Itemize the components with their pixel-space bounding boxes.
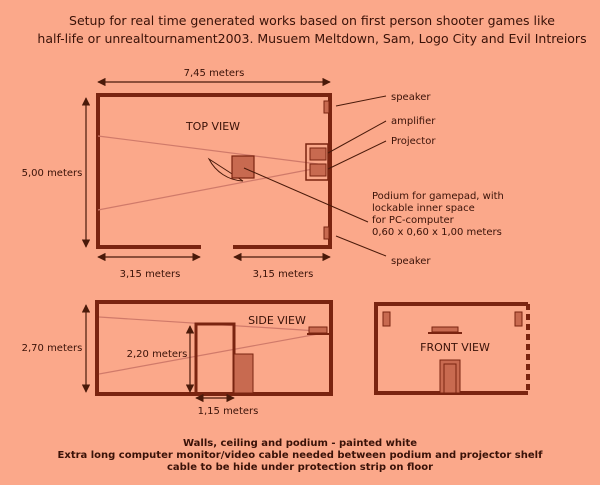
front-view-title: FRONT VIEW	[420, 341, 490, 354]
side-projector	[309, 327, 327, 333]
top-view-title: TOP VIEW	[185, 120, 241, 133]
side-view-title: SIDE VIEW	[248, 314, 306, 327]
top-width-label: 7,45 meters	[183, 68, 245, 79]
speaker-top-marker	[324, 101, 329, 113]
callouts	[244, 92, 504, 267]
header-line-1: Setup for real time generated works based on first person shooter games like	[69, 13, 555, 28]
front-speaker-right	[515, 312, 522, 326]
callout-line-amplifier	[328, 121, 386, 153]
projector-box	[310, 164, 326, 176]
header-line-2: half-life or unrealtournament2003. Musuem Meltdown, Sam, Logo City and Evil Intreiors	[37, 31, 587, 46]
podium-top	[232, 156, 254, 178]
callout-projector: Projector	[391, 136, 436, 147]
top-view-walls	[98, 95, 330, 247]
footer-line-3: cable to be hide under protection strip on floor	[166, 462, 434, 473]
callout-amplifier: amplifier	[391, 116, 436, 127]
callout-speaker-top: speaker	[391, 92, 431, 103]
speaker-bottom-marker	[324, 227, 329, 239]
callout-line-projector	[328, 141, 386, 169]
callout-line-speaker-top	[336, 96, 386, 106]
side-door-frame	[196, 324, 234, 394]
front-view	[376, 304, 528, 393]
callout-podium-line-4: 0,60 x 0,60 x 1,00 meters	[372, 227, 502, 238]
door-height-label: 2,20 meters	[126, 349, 188, 360]
front-projector	[432, 327, 458, 332]
callout-podium-line-2: lockable inner space	[372, 203, 475, 214]
front-podium	[440, 360, 460, 393]
callout-podium-line-1: Podium for gamepad, with	[372, 191, 504, 202]
amplifier-box	[310, 148, 326, 160]
footer-line-1: Walls, ceiling and podium - painted white	[182, 438, 418, 449]
footer-line-2: Extra long computer monitor/video cable needed between podium and projector shelf	[57, 450, 543, 461]
door-width-label: 1,15 meters	[197, 406, 259, 417]
side-height-label: 2,70 meters	[21, 343, 83, 354]
callout-line-speaker-bottom	[336, 236, 386, 256]
side-podium	[234, 354, 253, 393]
top-depth-label: 5,00 meters	[21, 168, 83, 179]
side-view	[22, 302, 331, 417]
right-segment-label: 3,15 meters	[252, 269, 314, 280]
beam-line-lower	[98, 168, 318, 210]
callout-speaker-bottom: speaker	[391, 256, 431, 267]
left-segment-label: 3,15 meters	[119, 269, 181, 280]
callout-podium-line-3: for PC-computer	[372, 215, 454, 226]
front-speaker-left	[383, 312, 390, 326]
beam-line-upper	[98, 136, 318, 164]
top-view	[22, 68, 330, 280]
